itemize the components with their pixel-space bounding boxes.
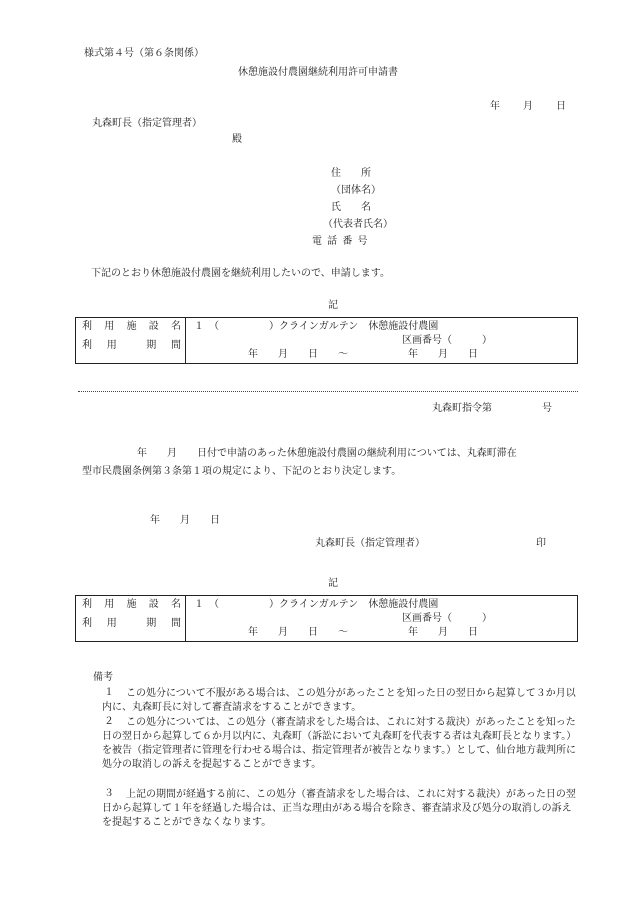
plot-number: 区画番号（ ） — [402, 613, 492, 624]
table-value-cell — [186, 318, 578, 364]
ki-heading: 記 — [328, 300, 338, 311]
document-title: 休憩施設付農園継続利用許可申請書 — [238, 67, 398, 78]
applicant-address-label: 住 所 — [331, 168, 371, 179]
applicant-name-label: 氏 名 — [331, 202, 371, 213]
note-number: ２ — [104, 716, 114, 727]
honorific: 殿 — [232, 134, 242, 145]
plot-number: 区画番号（ ） — [402, 335, 492, 346]
note-number: ３ — [104, 788, 114, 799]
decision-body-line2: 型市民農園条例第３条第１項の規定により、下記のとおり決定します。 — [82, 466, 402, 477]
application-date: 年 月 日 — [490, 101, 567, 112]
addressee: 丸森町長（指定管理者） — [92, 118, 202, 129]
note-number: １ — [104, 687, 114, 698]
note-item: この処分については、この処分（審査請求をした場合は、これに対する裁決）があったことを知った日の翌日から起算して６か月以内に、丸森町（訴訟において丸森町を代表する者は丸森町長となります。）を被告（指定管理者に管理を行わせる場合は、指定管理者が被告となります。）として、仙台地方裁判所に処分の取消しの訴えを提起することができます。 — [102, 717, 577, 770]
ki-heading-2: 記 — [328, 578, 338, 589]
period-label: 利 用 期 間 — [82, 340, 181, 351]
decision-date: 年 月 日 — [150, 515, 220, 526]
cut-line-divider — [78, 391, 578, 392]
note-item: この処分について不服がある場合は、この処分があったことを知った日の翌日から起算して３か月以内に、丸森町長に対して審査請求をすることができます。 — [102, 688, 576, 713]
application-table — [75, 317, 578, 364]
period-value: 年 月 日 ～ 年 月 日 — [248, 627, 478, 638]
decision-table — [75, 595, 578, 642]
applicant-phone-label: 電 話 番 号 — [312, 236, 369, 247]
period-value: 年 月 日 ～ 年 月 日 — [248, 349, 478, 360]
decision-doc-number: 丸森町指令第 号 — [432, 403, 552, 414]
applicant-representative-label: （代表者氏名） — [323, 219, 393, 230]
table-value-cell — [186, 596, 578, 642]
seal-mark: 印 — [536, 538, 546, 549]
facility-label: 利 用 施 設 名 — [82, 599, 181, 610]
applicant-org-label: （団体名） — [331, 185, 381, 196]
facility-value: １ （ ）クラインガルテン 休憩施設付農園 — [194, 321, 439, 332]
form-number: 様式第４号（第６条関係） — [84, 48, 204, 59]
table-label-cell — [76, 318, 186, 364]
period-label: 利 用 期 間 — [82, 618, 181, 629]
table-label-cell — [76, 596, 186, 642]
facility-label: 利 用 施 設 名 — [82, 321, 181, 332]
decision-signer: 丸森町長（指定管理者） — [315, 538, 425, 549]
request-statement: 下記のとおり休憩施設付農園を継続利用したいので、申請します。 — [91, 268, 390, 279]
note-item: 上記の期間が経過する前に、この処分（審査請求をした場合は、これに対する裁決）があった日の翌日から起算して１年を経過した場合は、正当な理由がある場合を除き、審査請求及び処分の取消しの訴えを提起することができなくなります。 — [102, 789, 576, 828]
decision-body-line1: 年 月 日付で申請のあった休憩施設付農園の継続利用については、丸森町滞在 — [137, 448, 517, 459]
notes-heading: 備考 — [93, 672, 113, 683]
facility-value: １ （ ）クラインガルテン 休憩施設付農園 — [194, 599, 439, 610]
